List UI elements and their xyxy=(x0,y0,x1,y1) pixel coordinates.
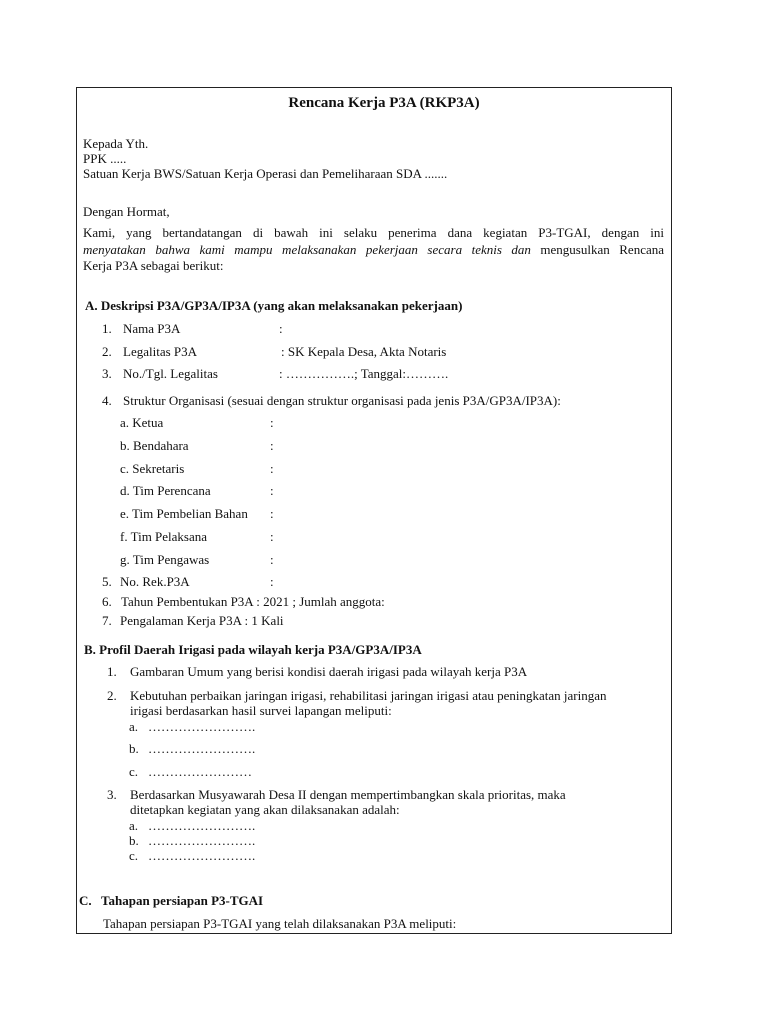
section-a-heading: A. Deskripsi P3A/GP3A/IP3A (yang akan melaksanakan pekerjaan) xyxy=(85,298,463,313)
b-item-2-sub-c-letter: c. xyxy=(129,764,139,779)
intro-line-3: Kerja P3A sebagai berikut: xyxy=(83,258,224,273)
org-tim-pembelian-label: e. Tim Pembelian Bahan xyxy=(120,506,248,521)
a-item-2-value: : SK Kepala Desa, Akta Notaris xyxy=(281,344,447,359)
a-item-1-label: Nama P3A xyxy=(123,321,181,336)
section-c-letter: C. xyxy=(79,893,92,908)
b-item-2-sub-b-dots: ……………………. xyxy=(148,741,256,756)
b-item-2-sub-c-dots: …………………… xyxy=(148,764,252,779)
b-item-1-num: 1. xyxy=(107,664,117,679)
intro-part-2: mengusulkan Rencana xyxy=(530,242,665,257)
greeting: Dengan Hormat, xyxy=(83,204,170,219)
intro-italic: menyatakan bahwa kami mampu melaksanakan pekerjaan secara teknis dan xyxy=(83,242,531,257)
b-item-3-sub-a-letter: a. xyxy=(129,818,139,833)
b-item-2-sub-a-letter: a. xyxy=(129,719,139,734)
org-tim-pelaksana-label: f. Tim Pelaksana xyxy=(120,529,208,544)
b-item-3-sub-b-dots: ……………………. xyxy=(148,833,256,848)
address-line-2: PPK ..... xyxy=(83,151,127,166)
a-item-3-label: No./Tgl. Legalitas xyxy=(123,366,218,381)
b-item-2-line-1: Kebutuhan perbaikan jaringan irigasi, rehabilitasi jaringan irigasi atau peningkatan jaringan xyxy=(130,688,607,703)
a-item-4-label: Struktur Organisasi (sesuai dengan struktur organisasi pada jenis P3A/GP3A/IP3A): xyxy=(123,393,561,408)
a-item-6-label: Tahun Pembentukan P3A : 2021 ; Jumlah anggota: xyxy=(121,594,385,609)
section-c-text: Tahapan persiapan P3-TGAI yang telah dilaksanakan P3A meliputi: xyxy=(103,916,457,931)
org-bendahara-colon: : xyxy=(270,438,274,453)
b-item-1-text: Gambaran Umum yang berisi kondisi daerah irigasi pada wilayah kerja P3A xyxy=(130,664,528,679)
org-tim-pembelian-colon: : xyxy=(270,506,274,521)
a-item-1-num: 1. xyxy=(102,321,112,336)
org-bendahara-label: b. Bendahara xyxy=(120,438,189,453)
org-tim-perencana-colon: : xyxy=(270,483,274,498)
a-item-7-label: Pengalaman Kerja P3A : 1 Kali xyxy=(120,613,284,628)
address-line-3: Satuan Kerja BWS/Satuan Kerja Operasi dan Pemeliharaan SDA ....... xyxy=(83,166,448,181)
a-item-1-value: : xyxy=(279,321,283,336)
section-b-heading: B. Profil Daerah Irigasi pada wilayah kerja P3A/GP3A/IP3A xyxy=(84,642,422,657)
b-item-3-line-2: ditetapkan kegiatan yang akan dilaksanakan adalah: xyxy=(130,802,400,817)
a-item-5-value: : xyxy=(270,574,274,589)
org-tim-pelaksana-colon: : xyxy=(270,529,274,544)
b-item-3-sub-b-letter: b. xyxy=(129,833,139,848)
b-item-2-num: 2. xyxy=(107,688,117,703)
org-tim-pengawas-colon: : xyxy=(270,552,274,567)
org-ketua-label: a. Ketua xyxy=(120,415,164,430)
b-item-2-sub-b-letter: b. xyxy=(129,741,139,756)
a-item-5-num: 5. xyxy=(102,574,112,589)
a-item-2-num: 2. xyxy=(102,344,112,359)
a-item-5-label: No. Rek.P3A xyxy=(120,574,190,589)
org-sekretaris-colon: : xyxy=(270,461,274,476)
org-tim-pengawas-label: g. Tim Pengawas xyxy=(120,552,210,567)
section-c-heading: Tahapan persiapan P3-TGAI xyxy=(101,893,264,908)
address-line-1: Kepada Yth. xyxy=(83,136,149,151)
org-sekretaris-label: c. Sekretaris xyxy=(120,461,185,476)
intro-line-1: Kami, yang bertandatangan di bawah ini selaku penerima dana kegiatan P3-TGAI, dengan ini xyxy=(83,225,664,240)
a-item-2-label: Legalitas P3A xyxy=(123,344,198,359)
b-item-3-sub-c-dots: ……………………. xyxy=(148,848,256,863)
b-item-3-sub-c-letter: c. xyxy=(129,848,139,863)
intro-line-2 xyxy=(83,242,664,258)
a-item-6-num: 6. xyxy=(102,594,112,609)
b-item-3-line-1: Berdasarkan Musyawarah Desa II dengan mempertimbangkan skala prioritas, maka xyxy=(130,787,566,802)
org-tim-perencana-label: d. Tim Perencana xyxy=(120,483,211,498)
a-item-3-value: : …………….; Tanggal:………. xyxy=(279,366,449,381)
a-item-7-num: 7. xyxy=(102,613,112,628)
document-title: Rencana Kerja P3A (RKP3A) xyxy=(288,95,480,111)
b-item-3-num: 3. xyxy=(107,787,117,802)
org-ketua-colon: : xyxy=(270,415,274,430)
b-item-2-line-2: irigasi berdasarkan hasil survei lapangan meliputi: xyxy=(130,703,392,718)
b-item-2-sub-a-dots: ……………………. xyxy=(148,719,256,734)
a-item-3-num: 3. xyxy=(102,366,112,381)
b-item-3-sub-a-dots: ……………………. xyxy=(148,818,256,833)
a-item-4-num: 4. xyxy=(102,393,112,408)
